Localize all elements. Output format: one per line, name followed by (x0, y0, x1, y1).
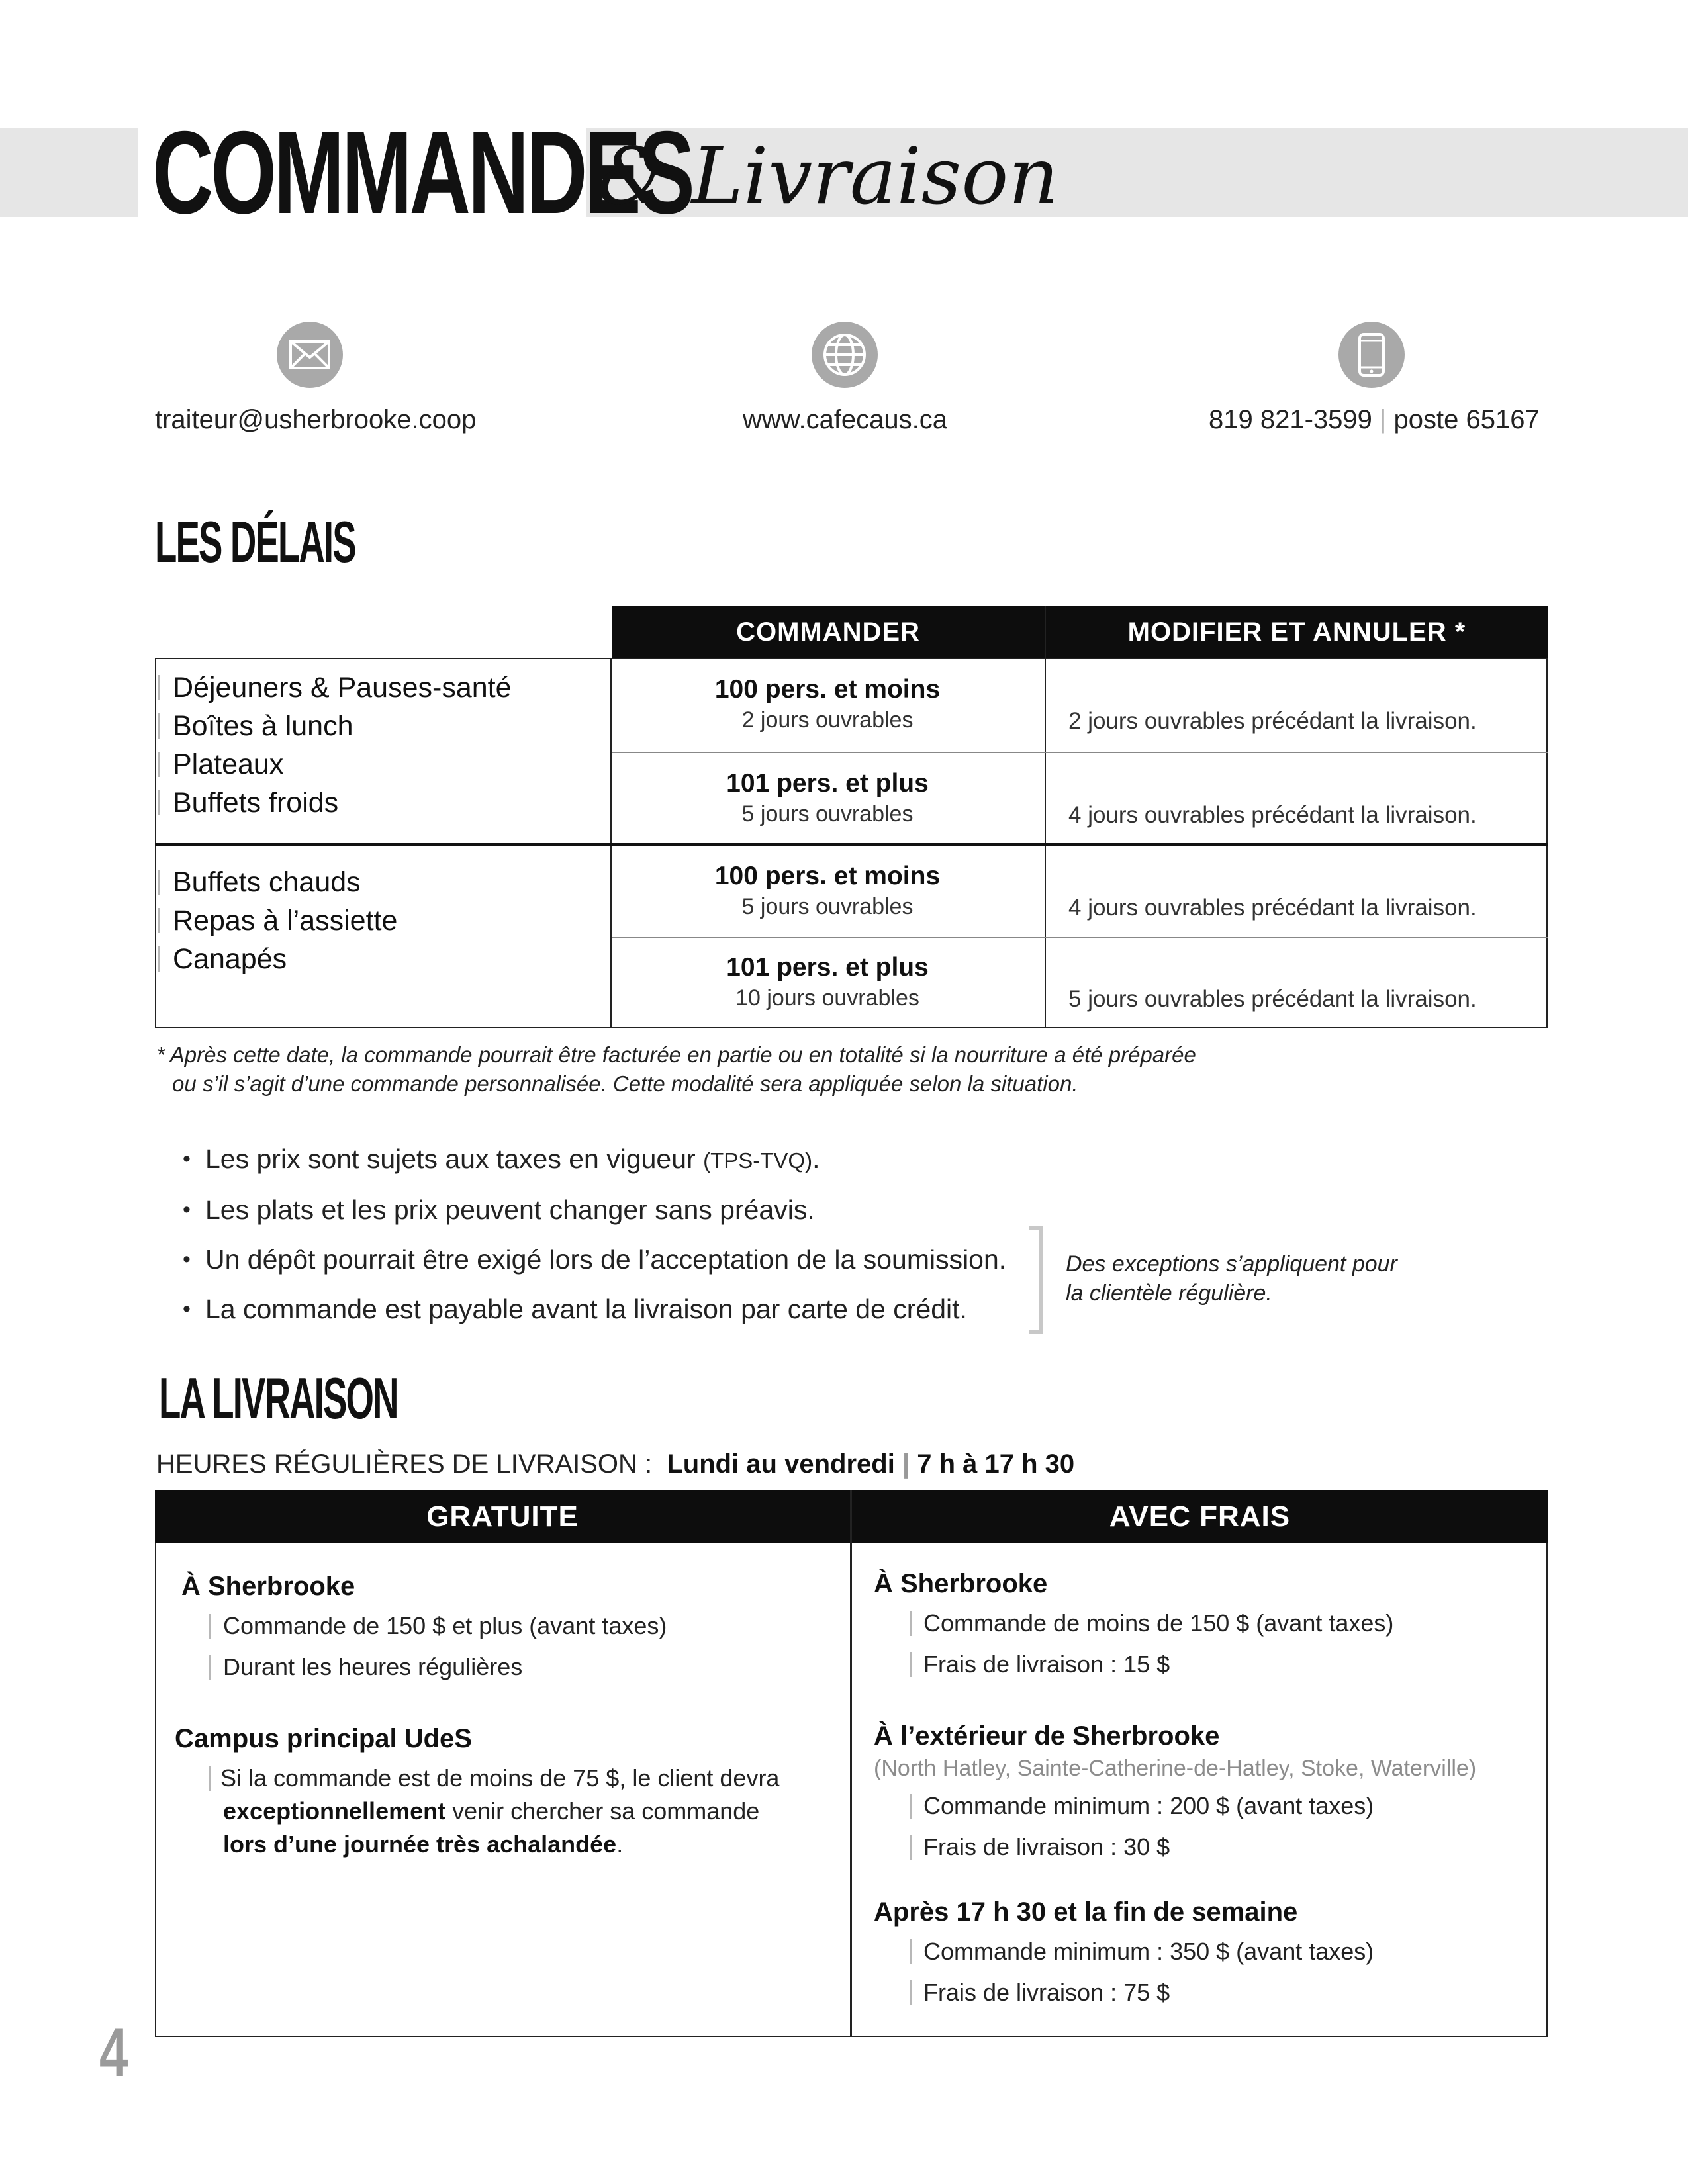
conditions-list (183, 1134, 1006, 1334)
phone-main[interactable]: 819 821-3599 (1209, 405, 1372, 434)
footnote-line: * Après cette date, la commande pourrait être facturée en partie ou en totalité si la nourriture a été préparée (156, 1042, 1196, 1067)
globe-icon (812, 322, 878, 388)
qty-cell: 100 pers. et moins 5 jours ouvrables (714, 862, 941, 919)
exceptions-note: Des exceptions s’appliquent pour la clientèle régulière. (1066, 1251, 1397, 1306)
email-address[interactable]: traiteur@usherbrooke.coop (155, 405, 477, 434)
modify-cell: 4 jours ouvrables précédant la livraison. (1068, 802, 1477, 828)
footnote-line: ou s’il s’agit d’une commande personnalisée. Cette modalité sera appliquée selon la situation. (172, 1071, 1078, 1096)
category-item: Canapés (173, 940, 397, 978)
category-item: Repas à l’assiette (173, 901, 397, 940)
list-item: • La commande est payable avant la livraison par carte de crédit. (183, 1294, 967, 1324)
envelope-icon (277, 322, 343, 388)
free-campus: Campus principal UdeS Si la commande est de moins de 75 $, le client devra exceptionnellement venir chercher sa commande lors d’une journée très achalandée. (175, 1724, 780, 1858)
col-header-avec-frais: AVEC FRAIS (852, 1490, 1548, 1543)
page-title: COMMANDES (152, 107, 692, 238)
free-sherbrooke: À Sherbrooke Commande de 150 $ et plus (avant taxes) Durant les heures régulières (181, 1572, 667, 1680)
col-header-gratuite: GRATUITE (155, 1490, 850, 1543)
phone-separator: | (1380, 405, 1387, 434)
category-list (173, 863, 397, 978)
section-title-delais: LES DÉLAIS (155, 509, 355, 574)
modify-cell: 4 jours ouvrables précédant la livraison. (1068, 895, 1477, 921)
col-header-commander: COMMANDER (612, 606, 1045, 658)
list-item: • Les plats et les prix peuvent changer sans préavis. (183, 1195, 815, 1225)
category-item: Déjeuners & Pauses-santé (173, 668, 512, 707)
category-item: Buffets froids (173, 784, 512, 822)
website-link[interactable]: www.cafecaus.ca (743, 405, 948, 434)
table-divider (850, 1490, 852, 2037)
category-item: Boîtes à lunch (173, 707, 512, 745)
qty-cell: 101 pers. et plus 5 jours ouvrables (726, 769, 929, 827)
table-divider (1045, 606, 1046, 1028)
bracket-decoration (1029, 1226, 1043, 1334)
footnote (156, 1040, 1196, 1099)
category-list (173, 668, 512, 822)
qty-cell: 101 pers. et plus 10 jours ouvrables (726, 953, 929, 1011)
paid-after-hours: Après 17 h 30 et la fin de semaine Commande minimum : 350 $ (avant taxes) Frais de livraison : 75 $ (874, 1897, 1374, 2006)
paid-sherbrooke: À Sherbrooke Commande de moins de 150 $ (avant taxes) Frais de livraison : 15 $ (874, 1569, 1394, 1678)
paid-outside: À l’extérieur de Sherbrooke (North Hatley, Sainte-Catherine-de-Hatley, Stoke, Waterville) Commande minimum : 200 $ (avant taxes) Frais de livraison : 30 $ (874, 1721, 1477, 1860)
col-header-modifier: MODIFIER ET ANNULER * (1046, 606, 1548, 658)
row-divider (612, 752, 1548, 753)
row-divider (612, 937, 1548, 938)
phone-number (1209, 400, 1540, 439)
group-divider (155, 843, 1548, 846)
list-item: • Les prix sont sujets aux taxes en vigueur (TPS-TVQ). (183, 1144, 820, 1174)
category-item: Buffets chauds (173, 863, 397, 901)
category-item: Plateaux (173, 745, 512, 784)
page-title-script: & Livraison (597, 130, 1059, 222)
page-number: 4 (99, 2015, 128, 2091)
modify-cell: 5 jours ouvrables précédant la livraison. (1068, 986, 1477, 1012)
list-item: • Un dépôt pourrait être exigé lors de l’acceptation de la soumission. (183, 1244, 1007, 1275)
section-title-livraison: LA LIVRAISON (159, 1365, 398, 1431)
smartphone-icon (1338, 322, 1405, 388)
phone-extension: poste 65167 (1393, 405, 1540, 434)
qty-cell: 100 pers. et moins 2 jours ouvrables (714, 675, 941, 733)
modify-cell: 2 jours ouvrables précédant la livraison. (1068, 708, 1477, 734)
delivery-hours: HEURES RÉGULIÈRES DE LIVRAISON : Lundi au vendredi | 7 h à 17 h 30 (156, 1449, 1075, 1479)
